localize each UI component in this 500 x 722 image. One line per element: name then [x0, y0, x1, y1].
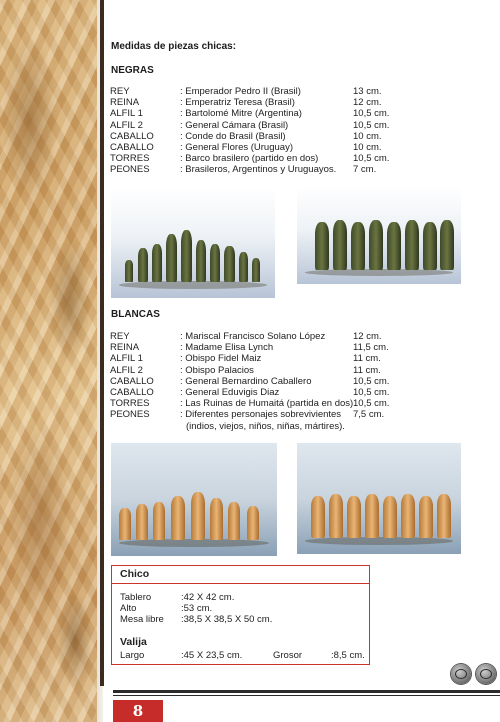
tablero-label: Tablero — [120, 592, 152, 603]
chess-piece — [196, 240, 206, 282]
chess-piece — [224, 246, 235, 282]
piece-size: 10,5 cm. — [353, 153, 390, 165]
piece-label: CABALLO — [110, 130, 154, 142]
chess-piece — [440, 220, 454, 270]
piece-label: ALFIL 2 — [110, 119, 143, 131]
photo-shadow — [305, 537, 453, 545]
figure-name: : Mariscal Francisco Solano López — [180, 331, 326, 342]
figure-name: : General Eduvigis Diaz — [180, 386, 280, 398]
piece-size: 10,5 cm. — [353, 375, 390, 387]
negras-title: NEGRAS — [111, 65, 154, 76]
photo-shadow — [119, 281, 267, 289]
figure-name: : Barco brasilero (partido en dos) — [180, 153, 319, 165]
blancas-title: BLANCAS — [111, 309, 160, 320]
page-heading: Medidas de piezas chicas: — [111, 41, 237, 52]
chess-piece — [171, 496, 185, 540]
white-pawns-photo — [297, 443, 461, 554]
alto-label: Alto — [120, 603, 137, 614]
figure-name: (indios, viejos, niños, niñas, mártires). — [186, 420, 345, 432]
piece-size: 10,5 cm. — [353, 398, 390, 410]
chess-piece — [423, 222, 437, 270]
piece-size: 7 cm. — [353, 164, 377, 176]
chess-piece — [239, 252, 248, 282]
black-pieces-photo-front — [111, 186, 275, 298]
chess-piece — [152, 244, 162, 282]
figure-name: : Bartolomé Mitre (Argentina) — [180, 108, 302, 120]
prev-page-icon[interactable] — [451, 664, 471, 684]
chess-piece — [181, 230, 192, 282]
piece-label: ALFIL 1 — [110, 108, 143, 120]
figure-name: : Obispo Fidel Maiz — [180, 353, 262, 365]
piece-size: 12 cm. — [353, 331, 382, 342]
alto-value: :53 cm. — [181, 603, 213, 614]
piece-label: TORRES — [110, 153, 150, 165]
figure-name: : Brasileros, Argentinos y Uruguayos. — [180, 164, 337, 176]
piece-label: TORRES — [110, 398, 150, 410]
grosor-label: Grosor — [273, 650, 303, 661]
piece-label: PEONES — [110, 409, 150, 421]
piece-label: REINA — [110, 342, 140, 354]
chess-piece — [247, 506, 259, 540]
piece-label: CABALLO — [110, 386, 154, 398]
next-page-icon[interactable] — [476, 664, 496, 684]
piece-size: 10,5 cm. — [353, 108, 390, 120]
dimensions-box — [111, 565, 370, 665]
mesa-libre-label: Mesa libre — [120, 614, 164, 625]
piece-size: 12 cm. — [353, 97, 382, 109]
piece-label: ALFIL 2 — [110, 364, 143, 376]
piece-size: 10,5 cm. — [353, 119, 390, 131]
piece-label: REY — [110, 86, 130, 97]
chess-piece — [329, 494, 343, 538]
chess-piece — [119, 508, 131, 540]
page-number: 8 — [113, 700, 163, 722]
footer-rule-thin — [113, 695, 500, 696]
grosor-value: :8,5 cm. — [331, 650, 365, 661]
chess-piece — [369, 220, 383, 270]
piece-label: ALFIL 1 — [110, 353, 143, 365]
chess-piece — [153, 502, 165, 540]
footer-rule — [113, 690, 500, 693]
chess-piece — [405, 220, 419, 270]
piece-size: 13 cm. — [353, 86, 382, 97]
chess-piece — [125, 260, 133, 282]
figure-name: : General Cámara (Brasil) — [180, 119, 289, 131]
chess-piece — [136, 504, 148, 540]
photo-shadow — [119, 539, 268, 547]
figure-name: : Obispo Palacios — [180, 364, 254, 376]
chess-piece — [383, 496, 397, 538]
mesa-libre-value: :38,5 X 38,5 X 50 cm. — [181, 614, 273, 625]
chess-piece — [138, 248, 148, 282]
chess-piece — [252, 258, 260, 282]
chess-piece — [347, 496, 361, 538]
chess-piece — [365, 494, 379, 538]
chess-piece — [351, 222, 365, 270]
photo-shadow — [305, 269, 453, 276]
marble-texture-margin — [0, 0, 97, 722]
piece-size: 11 cm. — [353, 364, 381, 376]
chess-piece — [210, 244, 220, 282]
chico-title: Chico — [120, 568, 150, 580]
chess-piece — [311, 496, 325, 538]
piece-size: 10 cm. — [353, 141, 382, 153]
piece-label: CABALLO — [110, 375, 154, 387]
chess-piece — [387, 222, 401, 270]
piece-size: 11 cm. — [353, 353, 381, 365]
white-pieces-photo-front — [111, 443, 277, 556]
piece-size: 10 cm. — [353, 130, 382, 142]
largo-value: :45 X 23,5 cm. — [181, 650, 243, 661]
figure-name: : Madame Elisa Lynch — [180, 342, 274, 354]
chess-piece — [315, 222, 329, 270]
figure-name: : General Bernardino Caballero — [180, 375, 312, 387]
chess-piece — [437, 494, 451, 538]
piece-size: 10,5 cm. — [353, 386, 390, 398]
figure-name: : General Flores (Uruguay) — [180, 141, 293, 153]
piece-label: REINA — [110, 97, 140, 109]
page-spine-shadow — [100, 0, 104, 686]
tablero-value: :42 X 42 cm. — [181, 592, 235, 603]
chess-piece — [419, 496, 433, 538]
valija-title: Valija — [120, 636, 147, 648]
figure-name: : Diferentes personajes sobrevivientes — [180, 409, 342, 421]
figure-name: : Conde do Brasil (Brasil) — [180, 130, 286, 142]
piece-label: PEONES — [110, 164, 150, 176]
chess-piece — [210, 498, 223, 540]
figure-name: : Las Ruinas de Humaitá (partida en dos) — [180, 398, 354, 410]
figure-name: : Emperador Pedro II (Brasil) — [180, 86, 301, 97]
chess-piece — [228, 502, 240, 540]
chess-piece — [191, 492, 205, 540]
divider — [112, 583, 369, 584]
piece-size: 7,5 cm. — [353, 409, 385, 421]
chess-piece — [166, 234, 177, 282]
largo-label: Largo — [120, 650, 145, 661]
piece-label: REY — [110, 331, 130, 342]
piece-label: CABALLO — [110, 141, 154, 153]
piece-size: 11,5 cm. — [353, 342, 389, 354]
black-pawns-photo — [297, 186, 461, 284]
chess-piece — [401, 494, 415, 538]
figure-name: : Emperatriz Teresa (Brasil) — [180, 97, 295, 109]
chess-piece — [333, 220, 347, 270]
